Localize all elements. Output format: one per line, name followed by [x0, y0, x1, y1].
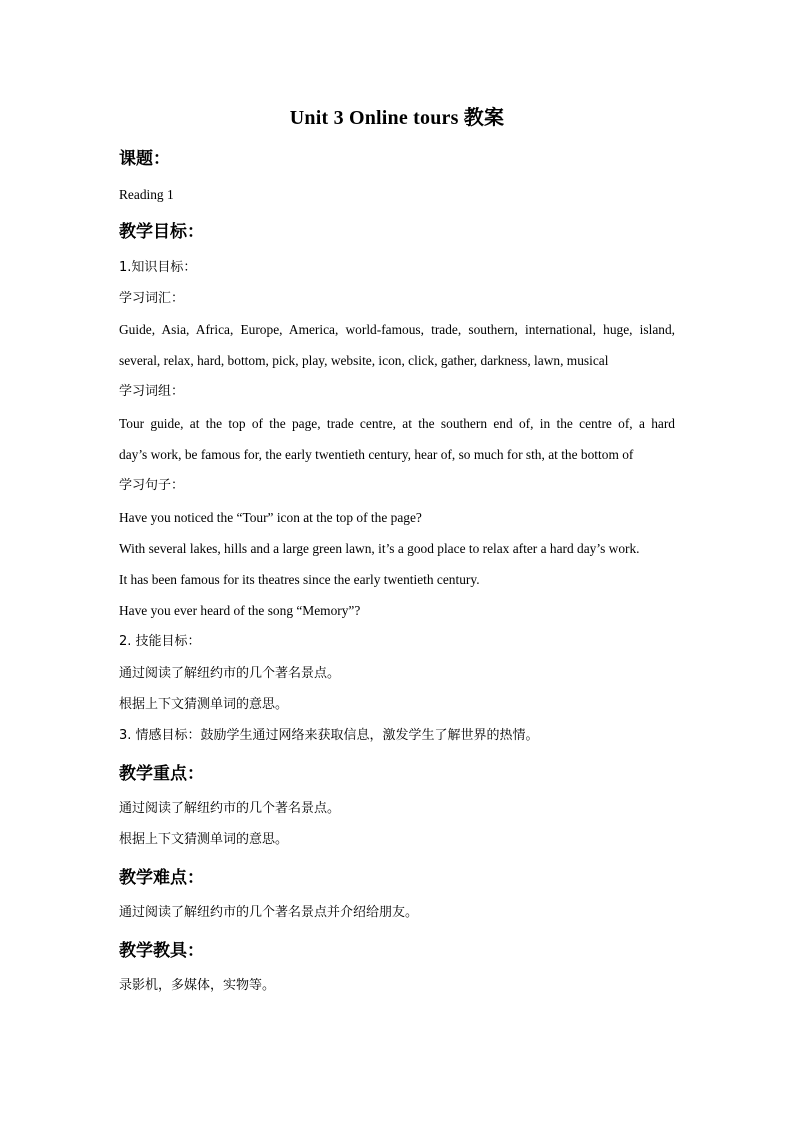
key-points-heading: 教学重点： [119, 764, 204, 784]
sentence-3: It has been famous for its theatres since the early twentieth century. [119, 572, 480, 587]
skill-goal: 2. 技能目标： [119, 634, 201, 649]
vocab-line-1: Guide, Asia, Africa, Europe, America, world-famous, trade, southern, international, huge, island, [119, 322, 675, 337]
sentence-4: Have you ever heard of the song “Memory”? [119, 603, 361, 618]
sentences-label: 学习句子： [119, 478, 185, 493]
difficult-points-heading: 教学难点： [119, 868, 204, 888]
key-point-1: 通过阅读了解纽约市的几个著名景点。 [119, 801, 341, 816]
skill-item-1: 通过阅读了解纽约市的几个著名景点。 [119, 666, 341, 681]
knowledge-goal: 1.知识目标： [119, 260, 197, 275]
key-point-2: 根据上下文猜测单词的意思。 [119, 832, 289, 847]
sentence-1: Have you noticed the “Tour” icon at the top of the page? [119, 510, 422, 525]
sentence-2: With several lakes, hills and a large green lawn, it’s a good place to relax after a hard day’s work. [119, 541, 640, 556]
topic-value: Reading 1 [119, 187, 174, 202]
vocab-line-2: several, relax, hard, bottom, pick, play, website, icon, click, gather, darkness, lawn, musical [119, 353, 609, 368]
vocab-label: 学习词汇： [119, 291, 185, 306]
document-title: Unit 3 Online tours 教案 [289, 107, 505, 129]
phrases-line-2: day’s work, be famous for, the early twentieth century, hear of, so much for sth, at the bottom of [119, 447, 634, 462]
phrases-line-1: Tour guide, at the top of the page, trade centre, at the southern end of, in the centre of, a hard [119, 416, 675, 431]
emotion-goal: 3. 情感目标：鼓励学生通过网络来获取信息，激发学生了解世界的热情。 [119, 728, 539, 743]
teaching-tools-heading: 教学教具： [119, 941, 204, 961]
difficult-point-1: 通过阅读了解纽约市的几个著名景点并介绍给朋友。 [119, 905, 419, 920]
skill-item-2: 根据上下文猜测单词的意思。 [119, 697, 289, 712]
teaching-tools-list: 录影机，多媒体，实物等。 [119, 978, 276, 993]
phrases-label: 学习词组： [119, 384, 185, 399]
topic-heading: 课题： [119, 149, 170, 169]
objectives-heading: 教学目标： [119, 222, 204, 242]
